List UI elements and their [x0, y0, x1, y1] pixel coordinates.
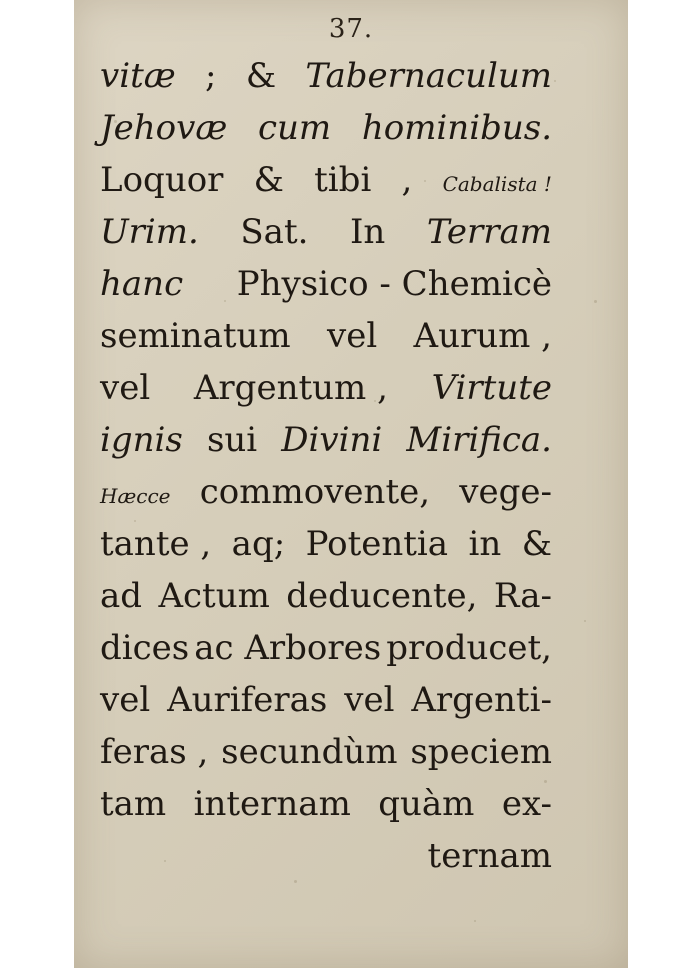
- word: producet,: [386, 628, 552, 668]
- word: vege-: [459, 472, 552, 512]
- word: Physico - Chemicè: [236, 264, 552, 304]
- word: Ra-: [493, 576, 552, 616]
- book-page: [74, 0, 628, 968]
- word: &: [245, 56, 277, 96]
- word: Mirifica.: [406, 420, 552, 460]
- paper-speck: [554, 80, 556, 82]
- paper-speck: [474, 920, 476, 922]
- word: In: [349, 212, 386, 252]
- word: vitæ: [100, 56, 176, 96]
- paper-speck: [584, 620, 586, 622]
- paper-speck: [294, 880, 297, 883]
- word: vel: [100, 680, 151, 720]
- word: ac Arbores: [194, 628, 382, 668]
- text-line: [100, 420, 552, 472]
- word: speciem: [410, 732, 552, 772]
- word: Urim.: [100, 212, 199, 252]
- word: tante ,: [100, 524, 212, 564]
- text-line: [100, 524, 552, 576]
- word: cum: [257, 108, 332, 148]
- word: seminatum: [100, 316, 291, 356]
- word: quàm: [378, 784, 475, 824]
- word: dices: [100, 628, 190, 668]
- word: vel: [326, 316, 378, 356]
- word: Aurum ,: [413, 316, 552, 356]
- word: Cabalista !: [442, 172, 552, 196]
- word: sui: [206, 420, 258, 460]
- paper-speck: [224, 300, 226, 302]
- text-line: [100, 836, 552, 888]
- word: &: [253, 160, 284, 200]
- word: ex-: [501, 784, 552, 824]
- word: Tabernaculum: [305, 56, 552, 96]
- text-line: [100, 108, 552, 160]
- word: hominibus.: [361, 108, 552, 148]
- word: ad: [100, 576, 143, 616]
- word: Sat.: [240, 212, 309, 252]
- word: Jehovæ: [100, 108, 228, 148]
- word: vel: [100, 368, 151, 408]
- word: Actum: [158, 576, 270, 616]
- text-line: [100, 264, 552, 316]
- word: internam: [193, 784, 351, 824]
- paper-speck: [374, 400, 376, 402]
- text-line: [100, 56, 552, 108]
- paper-speck: [424, 180, 426, 182]
- word: deducente,: [286, 576, 478, 616]
- word: hanc: [100, 264, 184, 304]
- word: secundùm: [221, 732, 398, 772]
- word: Auriferas: [167, 680, 328, 720]
- paper-speck: [544, 780, 547, 783]
- text-line: [100, 628, 552, 680]
- word: ;: [205, 56, 217, 96]
- word: tibi: [314, 160, 372, 200]
- text-line: [100, 576, 552, 628]
- text-line: [100, 472, 552, 524]
- paper-speck: [114, 120, 117, 123]
- word: Virtute: [431, 368, 552, 408]
- word: vel: [344, 680, 395, 720]
- word: ignis: [100, 420, 183, 460]
- word: in: [468, 524, 502, 564]
- word: &: [521, 524, 552, 564]
- word: Divini: [281, 420, 383, 460]
- word: Terram: [426, 212, 552, 252]
- word: Argenti-: [411, 680, 552, 720]
- word: Loquor: [100, 160, 224, 200]
- text-line: [100, 732, 552, 784]
- paper-speck: [164, 860, 166, 862]
- word: tam: [100, 784, 167, 824]
- text-line: [100, 784, 552, 836]
- text-line: [100, 316, 552, 368]
- paper-speck: [594, 300, 597, 303]
- text-line: [100, 212, 552, 264]
- text-line: [100, 680, 552, 732]
- text-line: [100, 368, 552, 420]
- word: Hæcce: [100, 484, 171, 508]
- word: Potentia: [305, 524, 449, 564]
- text-line: [100, 160, 552, 212]
- word: commovente,: [199, 472, 431, 512]
- word: ternam: [427, 836, 552, 876]
- word: aq;: [231, 524, 286, 564]
- paper-speck: [134, 520, 136, 522]
- paper-speck: [194, 700, 197, 703]
- paper-speck: [334, 600, 336, 602]
- word: Argentum ,: [193, 368, 388, 408]
- word: feras ,: [100, 732, 209, 772]
- word: ,: [401, 160, 413, 200]
- page-number: 37.: [328, 14, 374, 44]
